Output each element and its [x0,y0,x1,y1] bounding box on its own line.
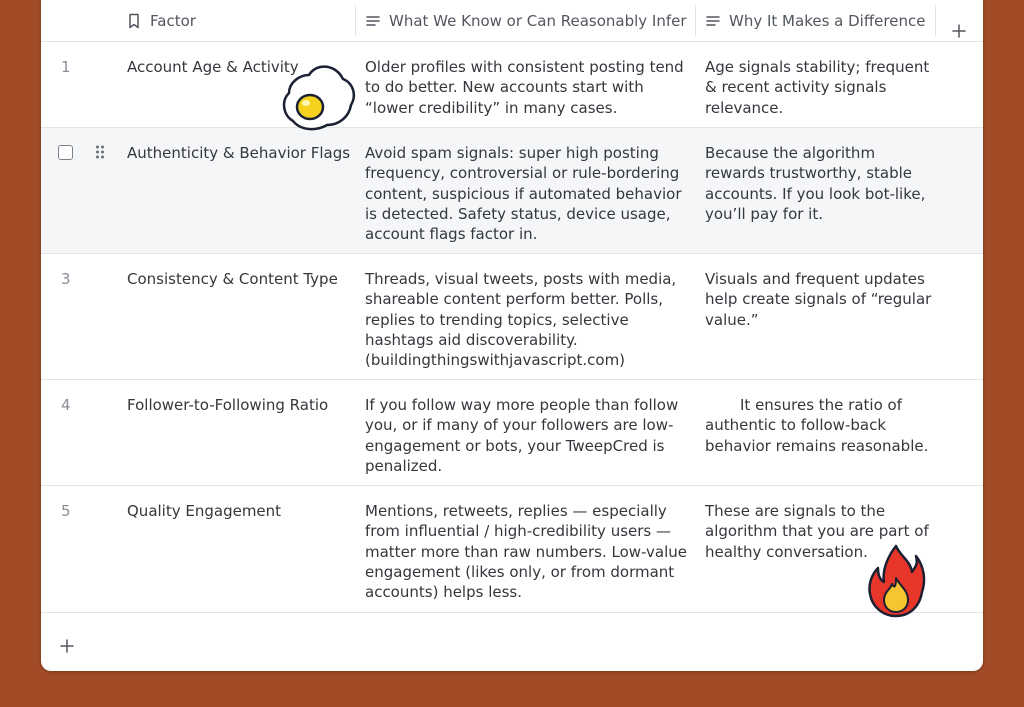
why-cell[interactable]: These are signals to the algorithm that you are part of healthy conversation. [705,502,929,561]
column-header-why-label: Why It Makes a Difference [729,11,926,30]
table-header [41,0,983,42]
why-cell[interactable]: Age signals stability; frequent & recent activity signals relevance. [705,58,930,117]
add-row-plus-icon[interactable] [59,638,75,654]
row-select-checkbox[interactable] [58,145,73,160]
table-row[interactable] [41,380,983,486]
row-number: 5 [61,502,71,520]
lines-icon [366,15,380,27]
bookmark-icon [127,13,141,29]
know-cell[interactable]: If you follow way more people than follow you, or if many of your followers are low-engagement or bots, your TweepCred is penalized. [365,396,679,475]
table-row[interactable] [41,254,983,380]
why-cell[interactable]: Visuals and frequent updates help create signals of “regular value.” [705,270,932,329]
fire-sticker [866,544,926,618]
factor-cell[interactable]: Authenticity & Behavior Flags [127,144,351,162]
row-number: 1 [61,58,71,76]
factor-cell[interactable]: Follower-to-Following Ratio [127,396,329,414]
drag-handle-icon[interactable] [95,144,105,160]
know-cell[interactable]: Older profiles with consistent posting tend to do better. New accounts start with “lower credibility” in many cases. [365,58,684,117]
row-number: 3 [61,270,71,288]
know-cell[interactable]: Mentions, retweets, replies — especially from influential / high-credibility users — matter more than raw numbers. Low-value engagement (likes only, or from dormant accounts) helps less. [365,502,688,602]
column-header-factor[interactable] [127,0,196,41]
table-card [41,0,983,671]
column-header-know-label: What We Know or Can Reasonably Infer [389,11,687,30]
fried-egg-sticker [281,63,359,135]
know-cell[interactable]: Threads, visual tweets, posts with media, shareable content perform better. Polls, replies to trending topics, selective hashtags aid discoverability. (buildingthingswithjavascript.com) [365,270,677,370]
why-cell[interactable]: It ensures the ratio of authentic to follow-back behavior remains reasonable. [705,396,929,455]
column-divider[interactable] [935,5,936,36]
factor-cell[interactable]: Consistency & Content Type [127,270,338,288]
column-header-factor-label: Factor [150,11,196,30]
table-row[interactable] [41,486,983,613]
table-row[interactable] [41,128,983,254]
row-number: 4 [61,396,71,414]
column-header-why[interactable] [706,0,925,41]
know-cell[interactable]: Avoid spam signals: super high posting frequency, controversial or rule-bordering content, suspicious if automated behavior is detected. Safety status, device usage, account flags factor in. [365,144,682,244]
column-divider[interactable] [355,5,356,36]
why-cell[interactable]: Because the algorithm rewards trustworthy, stable accounts. If you look bot-like, you’ll pay for it. [705,144,926,223]
column-divider[interactable] [695,5,696,36]
column-header-know[interactable] [366,0,687,41]
factor-cell[interactable]: Quality Engagement [127,502,282,520]
table-row[interactable] [41,42,983,128]
add-column-plus-icon[interactable] [951,23,967,39]
lines-icon [706,15,720,27]
factor-cell[interactable]: Account Age & Activity [127,58,299,76]
